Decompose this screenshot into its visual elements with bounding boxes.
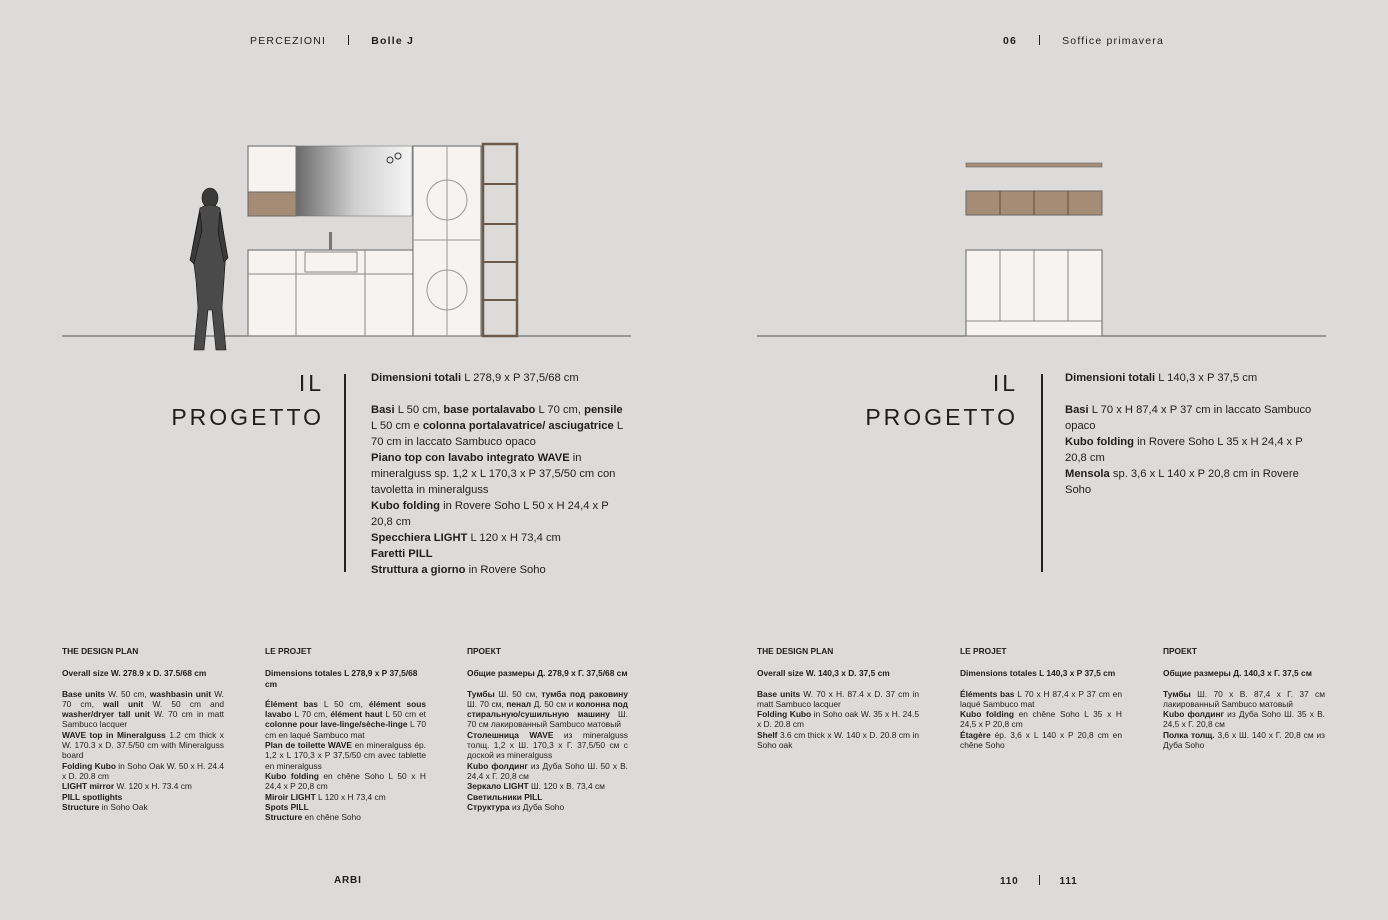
col-heading: ПРОЕКТ (1163, 646, 1198, 656)
col-heading: LE PROJET (960, 646, 1007, 656)
left-elevation-drawing (60, 140, 635, 355)
left-col-russian (467, 646, 628, 812)
right-col-russian (1163, 646, 1325, 750)
spec-kubo: Kubo folding in Rovere Soho L 50 x H 24,4 x P 20,8 cm (371, 500, 609, 528)
col-body: Тумбы Ш. 70 x В. 87,4 x Г. 37 см лакированный Sambuco матовый Kubo фолдинг из Дуба Soho Ш. 35 x В. 24,5 x Г. 20,8 см Полка толщ. 3,6 x Ш. 140 x Г. 20,8 см из Дуба Soho (1163, 688, 1325, 751)
col-overall: Overall size W. 140,3 x D. 37,5 cm (757, 668, 890, 679)
spec-spotlights: Faretti PILL (371, 548, 433, 560)
human-figure (190, 188, 228, 350)
col-heading: THE DESIGN PLAN (62, 646, 139, 656)
spec-kubo: Kubo folding in Rovere Soho L 35 x H 24,4 x P 20,8 cm (1065, 436, 1303, 464)
spec-mensola: Mensola sp. 3,6 x L 140 x P 20,8 cm in Rovere Soho (1065, 468, 1299, 496)
spec-mirror: Specchiera LIGHT L 120 x H 73,4 cm (371, 532, 561, 544)
col-overall: Общие размеры Д. 278,9 x Г. 37,5/68 см (467, 668, 628, 679)
left-title (160, 366, 324, 434)
col-body: Élément bas L 50 cm, élément sous lavabo L 70 cm, élément haut L 50 cm et colonne pour lave-linge/sèche-linge L 70 cm en laqué Sambuco mat Plan de toilette WAVE en mineralguss ép. 1,2 x L 170,3 x P 37,5/50 cm avec tablette en mineralguss Kubo folding en chêne Soho L 50 x H 24,4 x P 20,8 cm Miroir LIGHT L 120 x H 73,4 cm Spots PILL Structure en chêne Soho (265, 698, 426, 823)
header-collection-name: Soffice primavera (1062, 35, 1165, 47)
spec-basi: Basi L 70 x H 87,4 x P 37 cm in laccato Sambuco opaco (1065, 404, 1312, 432)
header-collection-name: Bolle J (371, 35, 415, 47)
header-left (250, 35, 414, 47)
right-elevation-drawing (755, 155, 1330, 345)
right-col-english (757, 646, 919, 750)
spec-basi: Basi L 50 cm, base portalavabo L 70 cm, pensile L 50 cm e colonna portalavatrice/ asciugatrice L 70 cm in laccato Sambuco opaco (371, 404, 623, 448)
spec-piano-top: Piano top con lavabo integrato WAVE in mineralguss sp. 1,2 x L 170,3 x P 37,5/50 cm con tavoletta in mineralguss (371, 452, 616, 496)
left-col-french (265, 646, 426, 822)
col-body: Éléments bas L 70 x H 87,4 x P 37 cm en laqué Sambuco mat Kubo folding en chêne Soho L 35 x H 24,5 x P 20,8 cm Étagère ép. 3,6 x L 140 x P 20,8 cm en chêne Soho (960, 688, 1122, 751)
col-overall: Overall size W. 278.9 x D. 37.5/68 cm (62, 668, 207, 679)
col-heading: LE PROJET (265, 646, 312, 656)
col-heading: THE DESIGN PLAN (757, 646, 834, 656)
header-divider (1039, 35, 1040, 45)
left-title-divider (344, 374, 346, 572)
right-title (854, 366, 1018, 434)
header-divider (348, 35, 349, 45)
page-number-left: 110 (1000, 876, 1019, 887)
col-body: Base units W. 70 x H. 87.4 x D. 37 cm in matt Sambuco lacquer Folding Kubo in Soho oak W. 35 x H. 24.5 x D. 20.8 cm Shelf 3.6 cm thick x W. 140 x D. 20.8 cm in Soho oak (757, 688, 920, 751)
footer-divider (1039, 875, 1040, 885)
page-number-right: 111 (1059, 876, 1078, 887)
col-overall: Dimensions totales L 140,3 x P 37,5 cm (960, 668, 1116, 679)
title-line-1: IL (298, 370, 324, 396)
col-heading: ПРОЕКТ (467, 646, 502, 656)
right-title-divider (1041, 374, 1043, 572)
col-overall: Dimensions totales L 278,9 x P 37,5/68 cm (265, 668, 418, 689)
col-overall: Общие размеры Д. 140,3 x Г. 37,5 см (1163, 668, 1312, 679)
spec-overall: Dimensioni totali L 140,3 x P 37,5 cm (1065, 372, 1258, 384)
footer-brand: ARBI (334, 875, 362, 886)
title-line-2: PROGETTO (171, 404, 324, 430)
col-body: Тумбы Ш. 50 см, тумба под раковину Ш. 70 см, пенал Д. 50 см и колонна под стиральную/сушильную машину Ш. 70 см лакированный Sambuco матовый Столешница WAVE из mineralguss толщ. 1,2 x Ш. 170,3 x Г. 37,5/50 см с доской из mineralguss Kubo фолдинг из Дуба Soho Ш. 50 x В. 24,4 x Г. 20,8 см Зеркало LIGHT Ш. 120 x В. 73,4 см Светильники PILL Структура из Дуба Soho (467, 688, 629, 812)
right-col-french (960, 646, 1122, 750)
footer-page-numbers (1000, 875, 1078, 887)
title-line-1: IL (992, 370, 1018, 396)
header-section: PERCEZIONI (250, 35, 327, 47)
left-col-english (62, 646, 224, 812)
spec-overall: Dimensioni totali L 278,9 x P 37,5/68 cm (371, 372, 579, 384)
left-spec-list (371, 370, 631, 578)
right-spec-list (1065, 370, 1327, 498)
col-body: Base units W. 50 cm, washbasin unit W. 70 cm, wall unit W. 50 cm and washer/dryer tall unit W. 70 cm in matt Sambuco lacquer WAVE top in Mineralguss 1.2 cm thick x W. 170.3 x D. 37.5/50 cm with Mineralguss board Folding Kubo in Soho Oak W. 50 x H. 24.4 x D. 20.8 cm LIGHT mirror W. 120 x H. 73.4 cm PILL spotlights Structure in Soho Oak (62, 688, 225, 812)
spec-structure: Struttura a giorno in Rovere Soho (371, 564, 546, 576)
header-number: 06 (1003, 35, 1018, 47)
title-line-2: PROGETTO (865, 404, 1018, 430)
header-right (1003, 35, 1164, 47)
